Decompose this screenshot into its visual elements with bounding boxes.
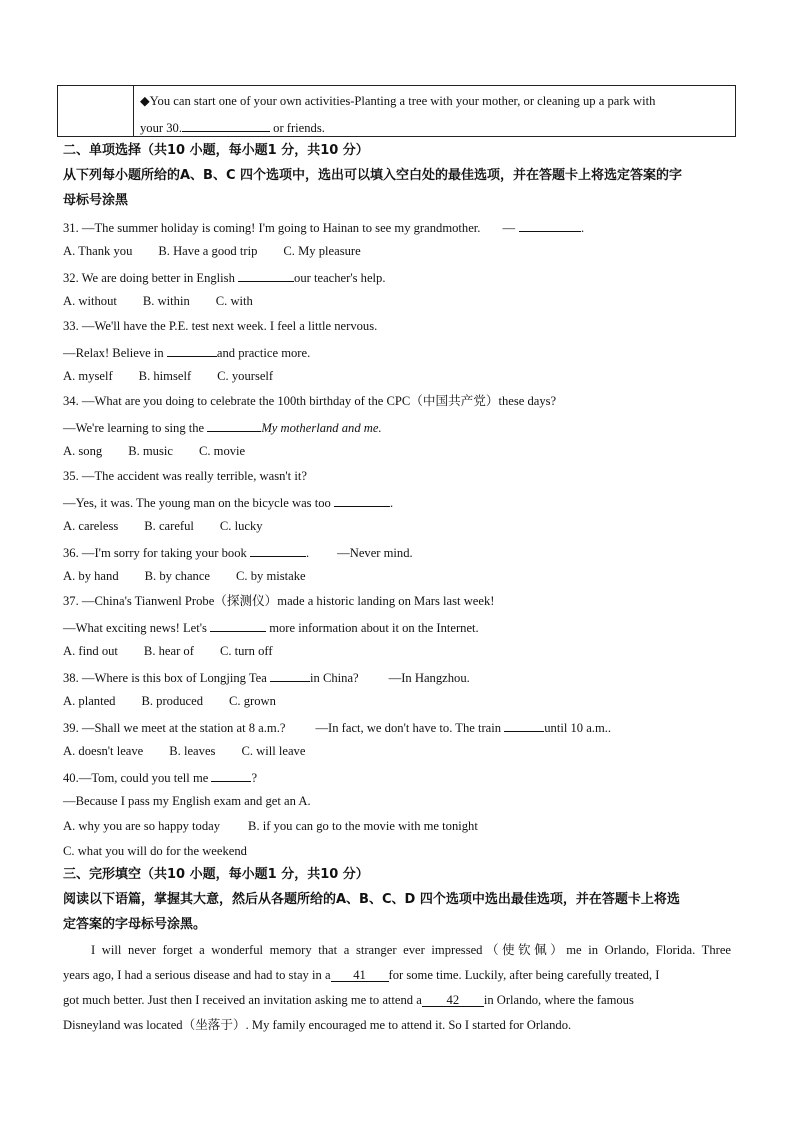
q33-option-c[interactable]: C. yourself	[217, 369, 274, 383]
q37-blank[interactable]	[210, 618, 266, 632]
q36-stem	[63, 543, 413, 561]
q37-options	[63, 643, 273, 659]
q40-text-post: ?	[251, 771, 258, 785]
section2-instruction-1: 从下列每小题所给的A、B、C 四个选项中，选出可以填入空白处的最佳选项，并在答题卡上将选定答案的字	[63, 168, 683, 183]
cloze-blank-42[interactable]: 42	[422, 992, 484, 1007]
q39-stem	[63, 718, 611, 736]
q37-option-a[interactable]: A. find out	[63, 644, 118, 658]
q34-song-title: My motherland and me.	[261, 421, 382, 435]
q40-stem	[63, 768, 257, 786]
q39-blank[interactable]	[504, 718, 544, 732]
q37-option-c[interactable]: C. turn off	[219, 644, 273, 658]
q39-reply-post: until 10 a.m..	[544, 721, 612, 735]
q31-text: 31. —The summer holiday is coming! I'm going to Hainan to see my grandmother.	[63, 221, 481, 235]
q34-options	[63, 443, 245, 459]
q33-option-a[interactable]: A. myself	[63, 369, 113, 383]
q32-stem	[63, 268, 385, 286]
q31-option-b[interactable]: B. Have a good trip	[158, 244, 258, 258]
q38-option-a[interactable]: A. planted	[63, 694, 116, 708]
q39-reply-pre: —In fact, we don't have to. The train	[315, 721, 502, 735]
q31-dash: —	[502, 221, 516, 235]
q33-reply-post: and practice more.	[216, 346, 311, 360]
q35-reply-pre: —Yes, it was. The young man on the bicycle was too	[63, 496, 331, 510]
activity-line-2	[140, 118, 325, 136]
q38-text: 38. —Where is this box of Longjing Tea	[63, 671, 267, 685]
section3-instruction-2: 定答案的字母标号涂黑。	[63, 917, 207, 932]
passage-line-3	[63, 992, 731, 1008]
q36-reply: —Never mind.	[337, 546, 413, 560]
q40-reply: —Because I pass my English exam and get an A.	[63, 794, 311, 808]
q32-text-post: our teacher's help.	[294, 271, 386, 285]
q35-reply	[63, 493, 393, 511]
q35-option-c[interactable]: C. lucky	[219, 519, 263, 533]
q38-options	[63, 693, 276, 709]
q37-option-b[interactable]: B. hear of	[143, 644, 194, 658]
passage-text-3-post: in Orlando, where the famous	[483, 993, 634, 1007]
q34-reply-pre: —We're learning to sing the	[63, 421, 205, 435]
passage-text-2-pre: years ago, I had a serious disease and had to stay in a	[63, 968, 331, 982]
q34-option-c[interactable]: C. movie	[198, 444, 246, 458]
q35-stem: 35. —The accident was really terrible, wasn't it?	[63, 469, 307, 483]
q38-blank[interactable]	[270, 668, 310, 682]
q34-reply	[63, 418, 382, 436]
q31-option-c[interactable]: C. My pleasure	[283, 244, 361, 258]
q38-text-post: in China?	[310, 671, 359, 685]
q39-options	[63, 743, 305, 759]
q35-option-a[interactable]: A. careless	[63, 519, 119, 533]
q31-blank[interactable]	[519, 218, 581, 232]
q37-reply-post: more information about it on the Internet.	[269, 621, 479, 635]
q40-blank[interactable]	[211, 768, 251, 782]
q36-options	[63, 568, 306, 584]
section2-instruction-2: 母标号涂黑	[63, 193, 129, 208]
q34-option-b[interactable]: B. music	[128, 444, 173, 458]
q36-text: 36. —I'm sorry for taking your book	[63, 546, 247, 560]
q33-stem: 33. —We'll have the P.E. test next week. I feel a little nervous.	[63, 319, 378, 333]
q36-option-a[interactable]: A. by hand	[63, 569, 119, 583]
q36-blank[interactable]	[250, 543, 306, 557]
q37-stem: 37. —China's Tianwenl Probe（探测仪）made a historic landing on Mars last week!	[63, 594, 495, 608]
q31-end: .	[581, 221, 585, 235]
passage-line-1	[91, 942, 731, 958]
q33-options	[63, 368, 273, 384]
q37-reply-pre: —What exciting news! Let's	[63, 621, 207, 635]
q31-options	[63, 243, 361, 259]
q32-option-b[interactable]: B. within	[142, 294, 190, 308]
activity-line-2-post: or friends.	[273, 121, 325, 135]
cloze-blank-41[interactable]: 41	[331, 967, 389, 982]
section3-heading: 三、完形填空（共10 小题，每小题1 分，共10 分）	[63, 867, 369, 882]
q38-option-b[interactable]: B. produced	[141, 694, 204, 708]
passage-text-1: I will never forget a wonderful memory that a stranger ever impressed（使钦佩）me in Orlando, Florida. Three	[91, 943, 731, 957]
passage-text-3-pre: got much better. Just then I received an invitation asking me to attend a	[63, 993, 422, 1007]
passage-line-2	[63, 967, 731, 983]
q40-option-c[interactable]: C. what you will do for the weekend	[63, 844, 247, 858]
q32-text: 32. We are doing better in English	[63, 271, 235, 285]
q40-option-a[interactable]: A. why you are so happy today	[63, 819, 221, 833]
q32-options	[63, 293, 253, 309]
q37-reply	[63, 618, 479, 636]
activity-table	[57, 85, 736, 137]
q35-options	[63, 518, 263, 534]
q40-option-b[interactable]: B. if you can go to the movie with me tonight	[248, 819, 478, 833]
q32-option-a[interactable]: A. without	[63, 294, 117, 308]
q32-blank[interactable]	[238, 268, 294, 282]
q39-option-c[interactable]: C. will leave	[241, 744, 306, 758]
q39-option-a[interactable]: A. doesn't leave	[63, 744, 144, 758]
q33-reply	[63, 343, 310, 361]
q31-option-a[interactable]: A. Thank you	[63, 244, 133, 258]
table-left-cell	[58, 86, 134, 136]
q39-text: 39. —Shall we meet at the station at 8 a.m.?	[63, 721, 286, 735]
q39-option-b[interactable]: B. leaves	[169, 744, 216, 758]
q34-stem: 34. —What are you doing to celebrate the 100th birthday of the CPC（中国共产党）these days?	[63, 394, 557, 408]
q36-option-c[interactable]: C. by mistake	[236, 569, 306, 583]
q38-stem	[63, 668, 470, 686]
q38-reply: —In Hangzhou.	[388, 671, 470, 685]
section3-instruction-1: 阅读以下语篇，掌握其大意，然后从各题所给的A、B、C、D 四个选项中选出最佳选项，并在答题卡上将选	[63, 892, 680, 907]
q40-text: 40.—Tom, could you tell me	[63, 771, 209, 785]
passage-line-4: Disneyland was located（坐落于）. My family encouraged me to attend it. So I started for Orlando.	[63, 1018, 572, 1032]
q35-reply-post: .	[389, 496, 394, 510]
activity-line-1: ◆You can start one of your own activities-Planting a tree with your mother, or cleaning up a park with	[140, 94, 656, 108]
passage-text-2-post: for some time. Luckily, after being carefully treated, I	[388, 968, 660, 982]
q33-option-b[interactable]: B. himself	[138, 369, 192, 383]
q31-stem	[63, 218, 584, 236]
q33-blank[interactable]	[167, 343, 217, 357]
q40-options-ab	[63, 818, 478, 834]
activity-line-2-pre: your 30.	[140, 121, 182, 135]
q35-blank[interactable]	[334, 493, 390, 507]
q34-blank[interactable]	[207, 418, 261, 432]
q38-option-c[interactable]: C. grown	[229, 694, 276, 708]
q35-option-b[interactable]: B. careful	[144, 519, 194, 533]
q32-option-c[interactable]: C. with	[215, 294, 253, 308]
section2-heading: 二、单项选择（共10 小题，每小题1 分，共10 分）	[63, 143, 369, 158]
q36-option-b[interactable]: B. by chance	[144, 569, 211, 583]
q36-text-post: .	[305, 546, 310, 560]
answer-blank-30[interactable]	[182, 118, 270, 132]
q34-option-a[interactable]: A. song	[63, 444, 103, 458]
q33-reply-pre: —Relax! Believe in	[63, 346, 164, 360]
